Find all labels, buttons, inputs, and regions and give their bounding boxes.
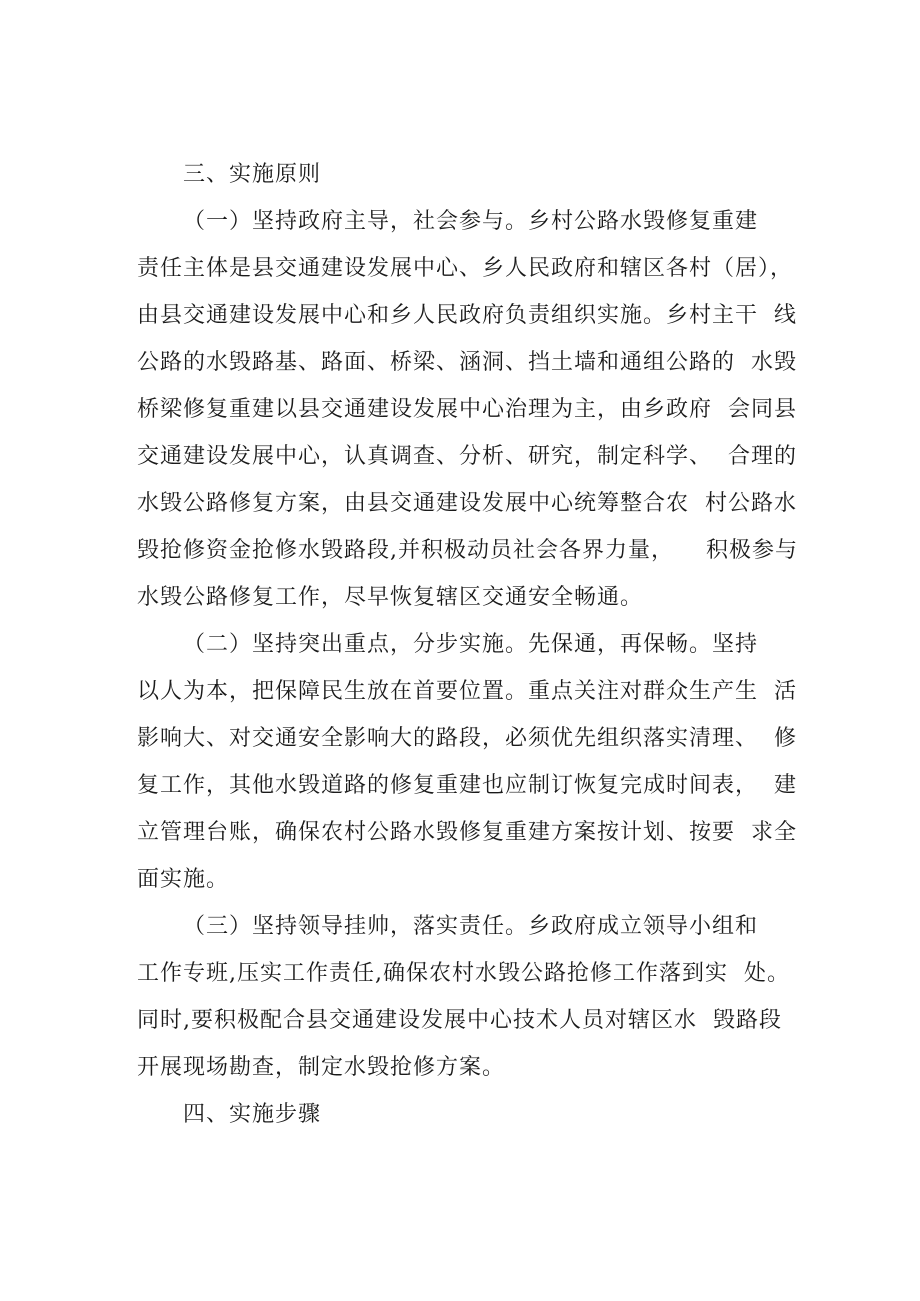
paragraph-3-line-2: 工作专班,压实工作责任,确保农村水毁公路抢修工作落到实 处。 [137, 961, 790, 986]
paragraph-1-line-8: 毁抢修资金抢修水毁路段,并积极动员社会各界力量， 积极参与 [137, 538, 798, 563]
paragraph-2-line-6: 面实施。 [137, 867, 230, 892]
paragraph-1-line-9: 水毁公路修复工作，尽早恢复辖区交通安全畅通。 [137, 585, 644, 610]
paragraph-2-line-4: 复工作，其他水毁道路的修复重建也应制订恢复完成时间表， 建 [137, 773, 797, 798]
paragraph-1-line-5: 桥梁修复重建以县交通建设发展中心治理为主，由乡政府 会同县 [137, 397, 797, 422]
paragraph-1-line-2: 责任主体是县交通建设发展中心、乡人民政府和辖区各村（居）， [137, 256, 794, 281]
paragraph-1-line-6: 交通建设发展中心，认真调查、分析、研究，制定科学、 合理的 [137, 444, 797, 469]
paragraph-2-line-2: 以人为本，把保障民生放在首要位置。重点关注对群众生产生 活 [137, 679, 797, 704]
paragraph-2-line-3: 影响大、对交通安全影响大的路段，必须优先组织落实清理、 修 [137, 726, 797, 751]
paragraph-3-line-3: 同时,要积极配合县交通建设发展中心技术人员对辖区水 毁路段 [137, 1008, 782, 1033]
paragraph-3-line-4: 开展现场勘查，制定水毁抢修方案。 [137, 1055, 506, 1080]
section-heading-3: 三、实施原则 [183, 162, 322, 187]
paragraph-1-line-3: 由县交通建设发展中心和乡人民政府负责组织实施。乡村主干 线 [137, 303, 797, 328]
paragraph-2-line-1: （二）坚持突出重点，分步实施。先保通，再保畅。坚持 [183, 632, 759, 657]
paragraph-3-line-1: （三）坚持领导挂帅，落实责任。乡政府成立领导小组和 [183, 914, 759, 939]
section-heading-4: 四、实施步骤 [183, 1102, 322, 1127]
paragraph-1-line-4: 公路的水毁路基、路面、桥梁、涵洞、挡土墙和通组公路的 水毁 [137, 350, 797, 375]
paragraph-1-line-1: （一）坚持政府主导，社会参与。乡村公路水毁修复重建 [183, 209, 759, 234]
paragraph-2-line-5: 立管理台账，确保农村公路水毁修复重建方案按计划、按要 求全 [137, 820, 797, 845]
paragraph-1-line-7: 水毁公路修复方案，由县交通建设发展中心统筹整合农 村公路水 [137, 491, 797, 516]
